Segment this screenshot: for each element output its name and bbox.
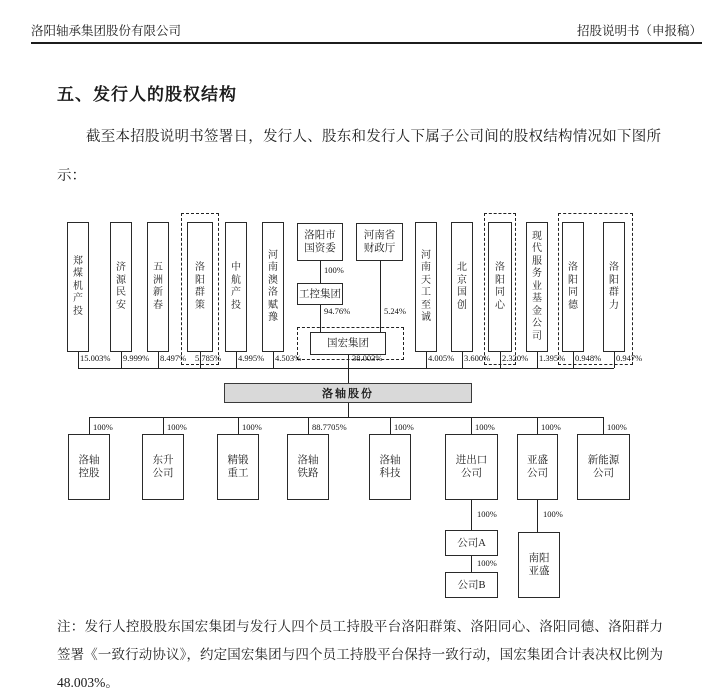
pct-label: 100% (477, 558, 497, 568)
subsubsidiary-label: 公司B (457, 579, 486, 591)
subsidiary-box (287, 434, 329, 500)
subsubsidiary-label: 南阳亚盛 (528, 553, 550, 577)
pct-label: 0.947% (616, 353, 643, 363)
connector-line (471, 417, 472, 434)
note-paragraph: 注：发行人控股股东国宏集团与发行人四个员工持股平台洛阳群策、洛阳同心、洛阳同德、洛阳群力签署《一致行动协议》，约定国宏集团与四个员工持股平台保持一致行动，国宏集团合计表决权比例为 48.003%。 (57, 619, 663, 690)
subsidiary-box (445, 434, 498, 500)
pct-label: 2.320% (502, 353, 529, 363)
header-doc-type: 招股说明书（申报稿） (576, 24, 702, 38)
pct-label: 4.005% (428, 353, 455, 363)
shareholder-label: 洛阳同心 (495, 262, 505, 311)
guohong-label: 国宏集团 (327, 338, 369, 349)
connector-line (348, 403, 349, 417)
connector-line (158, 352, 159, 368)
shareholder-box (110, 222, 132, 352)
shareholder-label: 济源民安 (116, 262, 126, 311)
shareholder-label: 北京国创 (457, 262, 467, 311)
subsubsidiary-box (445, 530, 498, 556)
pct-label: 100% (475, 422, 495, 432)
connector-line (603, 417, 604, 434)
connector-line (500, 352, 501, 368)
finance-dept-box (356, 223, 403, 261)
guohong-box (310, 332, 386, 355)
connector-line (614, 352, 615, 368)
subsidiary-box (369, 434, 411, 500)
shareholder-box (488, 222, 512, 352)
connector-line (320, 260, 321, 283)
pct-label: 100% (167, 422, 187, 432)
sasac-label: 洛阳市国资委 (304, 230, 336, 254)
subsidiary-label: 洛轴科技 (379, 455, 401, 479)
section-title: 五、发行人的股权结构 (57, 85, 237, 104)
shareholder-box (67, 222, 89, 352)
shareholder-box (603, 222, 625, 352)
subsidiary-box (142, 434, 184, 500)
connector-line (348, 368, 349, 383)
subsidiary-label: 洛轴控股 (78, 455, 100, 479)
pct-label: 100% (93, 422, 113, 432)
subsubsidiary-box (518, 532, 560, 598)
subsidiary-label: 精锻重工 (227, 455, 249, 479)
connector-line (320, 305, 321, 332)
pct-label: 4.503% (275, 353, 302, 363)
shareholder-label: 河南澳洛赋豫 (268, 249, 278, 323)
page-header (31, 24, 702, 44)
pct-label: 88.7705% (312, 422, 347, 432)
shareholder-label: 洛阳群策 (195, 262, 205, 311)
pct-label: 15.003% (80, 353, 111, 363)
connector-line (121, 352, 122, 368)
pct-label: 0.948% (575, 353, 602, 363)
shareholder-box (187, 222, 213, 352)
pct-label: 1.395% (539, 353, 566, 363)
intro-paragraph: 截至本招股说明书签署日，发行人、股东和发行人下属子公司间的股权结构情况如下图所示： (57, 129, 661, 184)
pct-label: 3.600% (464, 353, 491, 363)
shareholder-label: 郑煤机产投 (73, 255, 83, 317)
connector-line (89, 417, 90, 434)
pct-label: 100% (324, 265, 344, 275)
pct-label: 100% (242, 422, 262, 432)
connector-line (471, 556, 472, 572)
connector-line (471, 500, 472, 530)
subsidiary-label: 东升公司 (152, 455, 174, 479)
connector-line (537, 417, 538, 434)
connector-line (236, 352, 237, 368)
connector-line (78, 352, 79, 368)
shareholder-box (225, 222, 247, 352)
shareholder-box (415, 222, 437, 352)
shareholder-box (147, 222, 169, 352)
connector-line (78, 368, 614, 369)
gongkong-label: 工控集团 (299, 288, 341, 300)
subsubsidiary-label: 公司A (457, 537, 486, 549)
connector-line (426, 352, 427, 368)
subsidiary-label: 新能源公司 (587, 455, 620, 479)
connector-line (462, 352, 463, 368)
pct-label: 100% (543, 509, 563, 519)
shareholder-label: 五洲新春 (153, 262, 163, 311)
pct-label: 100% (607, 422, 627, 432)
shareholder-box (262, 222, 284, 352)
shareholder-label: 洛阳群力 (609, 262, 619, 311)
connector-line (238, 417, 239, 434)
connector-line (573, 352, 574, 368)
connector-line (308, 417, 309, 434)
shareholder-label: 中航产投 (231, 262, 241, 311)
connector-line (537, 500, 538, 532)
connector-line (163, 417, 164, 434)
connector-line (89, 417, 603, 418)
pct-label: 94.76% (324, 306, 351, 316)
pct-label: 100% (477, 509, 497, 519)
subsidiary-label: 进出口公司 (455, 455, 488, 479)
connector-line (537, 352, 538, 368)
pct-label: 8.497% (160, 353, 187, 363)
issuer-label: 洛轴股份 (322, 388, 374, 400)
subsidiary-box (577, 434, 630, 500)
pct-label: 100% (541, 422, 561, 432)
shareholder-label: 河南天工至诚 (421, 249, 431, 323)
pct-label: 38.003% (352, 353, 383, 363)
issuer-bar (224, 383, 472, 403)
subsidiary-label: 洛轴铁路 (297, 455, 319, 479)
subsidiary-box (217, 434, 259, 500)
subsubsidiary-box (445, 572, 498, 598)
header-company-name: 洛阳轴承集团股份有限公司 (31, 24, 182, 38)
connector-line (273, 352, 274, 368)
connector-line (348, 355, 349, 368)
subsidiary-box (517, 434, 558, 500)
shareholder-label: 现代服务业基金公司 (532, 230, 542, 342)
subsidiary-label: 亚盛公司 (527, 455, 548, 479)
sasac-box (297, 223, 343, 261)
shareholder-label: 洛阳同德 (568, 262, 578, 311)
finance-dept-label: 河南省财政厅 (363, 230, 396, 254)
shareholder-box (562, 222, 584, 352)
gongkong-box (297, 283, 343, 305)
shareholder-box (451, 222, 473, 352)
pct-label: 4.995% (238, 353, 265, 363)
subsidiary-box (68, 434, 110, 500)
pct-label: 5.24% (384, 306, 406, 316)
shareholder-box (526, 222, 548, 352)
pct-label: 9.999% (123, 353, 150, 363)
pct-label: 100% (394, 422, 414, 432)
pct-label: 5.785% (195, 353, 222, 363)
connector-line (390, 417, 391, 434)
connector-line (380, 260, 381, 332)
